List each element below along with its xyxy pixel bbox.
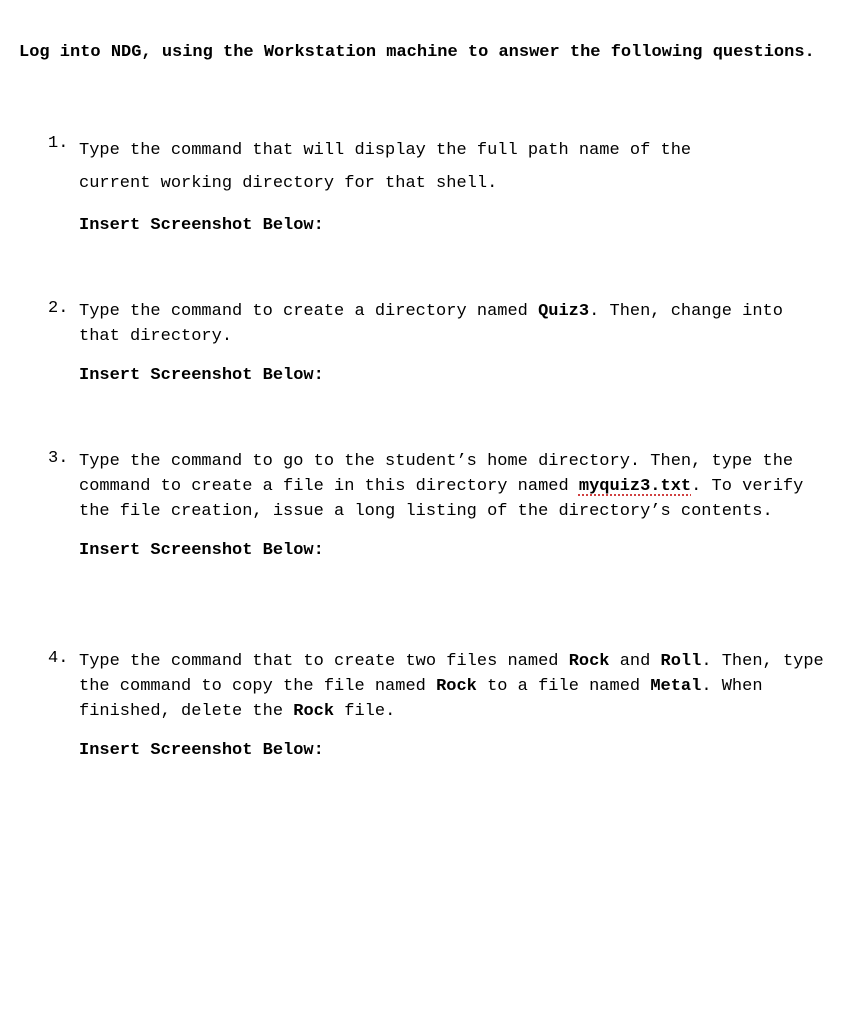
question-number: 4. bbox=[48, 649, 69, 668]
file-name: Rock bbox=[436, 677, 477, 696]
file-name: myquiz3.txt bbox=[578, 477, 692, 496]
directory-name: Quiz3 bbox=[538, 302, 590, 321]
question-number: 1. bbox=[48, 134, 69, 153]
insert-screenshot-label: Insert Screenshot Below: bbox=[79, 366, 324, 385]
question-text: Type the command to go to the student’s home directory. Then, type the command to create a file in this directory named myquiz3.txt. To verify the file creation, issue a long listing of the directory’s contents. bbox=[79, 452, 804, 521]
question-1 bbox=[48, 134, 828, 235]
question-4 bbox=[48, 649, 828, 760]
question-text: Type the command that to create two files named Rock and Roll. Then, type the command to copy the file named Rock to a file named Metal. When finished, delete the Rock file. bbox=[79, 652, 824, 721]
insert-screenshot-label: Insert Screenshot Below: bbox=[79, 741, 324, 760]
question-text: Type the command to create a directory named Quiz3. Then, change into that directory. bbox=[79, 302, 783, 346]
intro-instructions: Log into NDG, using the Workstation machine to answer the following questions. bbox=[19, 43, 815, 62]
question-number: 3. bbox=[48, 449, 69, 468]
insert-screenshot-label: Insert Screenshot Below: bbox=[79, 541, 324, 560]
file-name: Metal bbox=[650, 677, 702, 696]
file-name: Rock bbox=[293, 702, 335, 721]
question-2 bbox=[48, 299, 828, 385]
question-3 bbox=[48, 449, 828, 560]
insert-screenshot-label: Insert Screenshot Below: bbox=[79, 216, 324, 235]
file-name: Roll bbox=[660, 652, 702, 671]
question-number: 2. bbox=[48, 299, 69, 318]
file-name: Rock bbox=[568, 652, 610, 671]
question-text: Type the command that will display the full path name of the current working directory for that shell. bbox=[79, 141, 692, 193]
